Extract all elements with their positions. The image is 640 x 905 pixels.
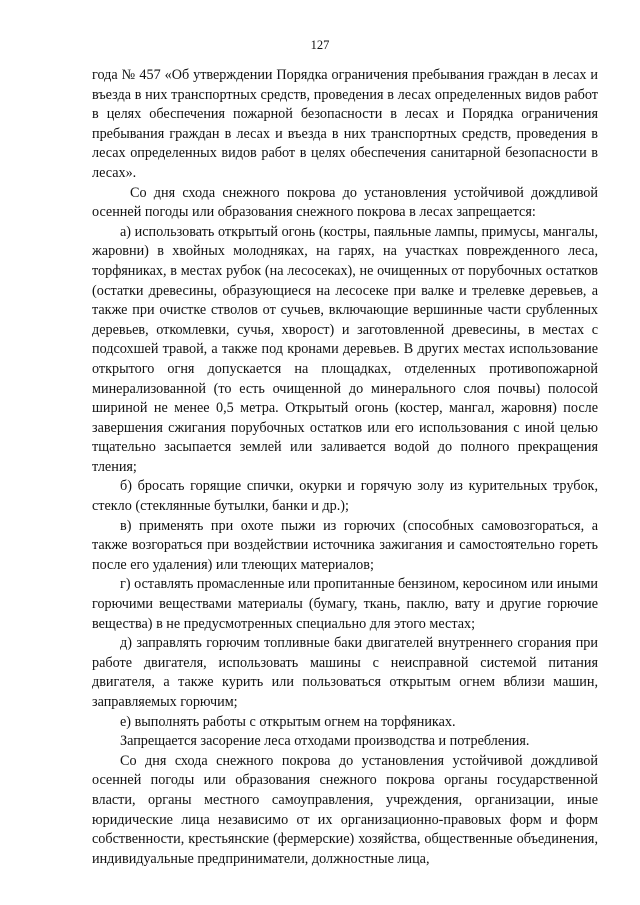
paragraph-item-b: б) бросать горящие спички, окурки и горячую золу из курительных трубок, стекло (стеклянные бутылки, банки и др.);: [92, 478, 598, 515]
paragraph-item-g: г) оставлять промасленные или пропитанные бензином, керосином или иными горючими веществами материалы (бумагу, ткань, паклю, вату и другие горючие вещества) в не предусмотренных специально для этого местах;: [92, 576, 598, 632]
paragraph-littering: Запрещается засорение леса отходами производства и потребления.: [120, 733, 530, 750]
paragraph-prohibitions-intro: Со дня схода снежного покрова до установления устойчивой дождливой осенней погоды или образования снежного покрова в лесах запрещается:: [92, 184, 598, 221]
paragraph-item-v: в) применять при охоте пыжи из горючих (способных самовозгораться, а также возгораться при воздействии источника зажигания и самостоятельно гореть после его удаления) или тлеющих материалов;: [92, 517, 598, 573]
page-number: 127: [310, 38, 330, 52]
paragraph-item-e: е) выполнять работы с открытым огнем на торфяниках.: [120, 713, 456, 730]
paragraph-continuation: года № 457 «Об утверждении Порядка ограничения пребывания граждан в лесах и въезда в них транспортных средств, проведения в лесах определенных видов работ в целях обеспечения пожарной безопасности в лесах и Порядка ограничения пребывания граждан в лесах и въезда в них транспортных средств, проведения в лесах определенных видов работ в целях обеспечения санитарной безопасности в лесах».: [92, 67, 598, 181]
paragraph-item-a: а) использовать открытый огонь (костры, паяльные лампы, примусы, мангалы, жаровни) в хвойных молодняках, на гарях, на участках поврежденного леса, торфяниках, в местах рубок (на лесосеках), не очищенных от порубочных остатков (остатки древесины, образующиеся на лесосеке при валке и трелевке деревьев, а также при очистке стволов от сучьев, включающие вершинные части срубленных деревьев, откомлевки, сучья, хворост) и заготовленной древесины, в местах с подсохшей травой, а также под кронами деревьев. В других местах использование открытого огня допускается на площадках, отделенных противопожарной минерализованной (то есть очищенной до минерального слоя почвы) полосой шириной не менее 0,5 метра. Открытый огонь (костер, мангал, жаровня) после завершения сжигания порубочных остатков или его использования с иной целью тщательно засыпается землей или заливается водой до полного прекращения тления;: [92, 223, 598, 475]
paragraph-item-d: д) заправлять горючим топливные баки двигателей внутреннего сгорания при работе двигателя, использовать машины с неисправной системой питания двигателя, а также курить или пользоваться открытым огнем вблизи машин, заправляемых горючим;: [92, 635, 598, 710]
paragraph-authorities: Со дня схода снежного покрова до установления устойчивой дождливой осенней погоды или образования снежного покрова органы государственной власти, органы местного самоуправления, учреждения, организации, иные юридические лица независимо от их организационно-правовых форм и форм собственности, крестьянские (фермерские) хозяйства, общественные объединения, индивидуальные предприниматели, должностные лица,: [92, 752, 598, 867]
document-body: [92, 66, 598, 869]
